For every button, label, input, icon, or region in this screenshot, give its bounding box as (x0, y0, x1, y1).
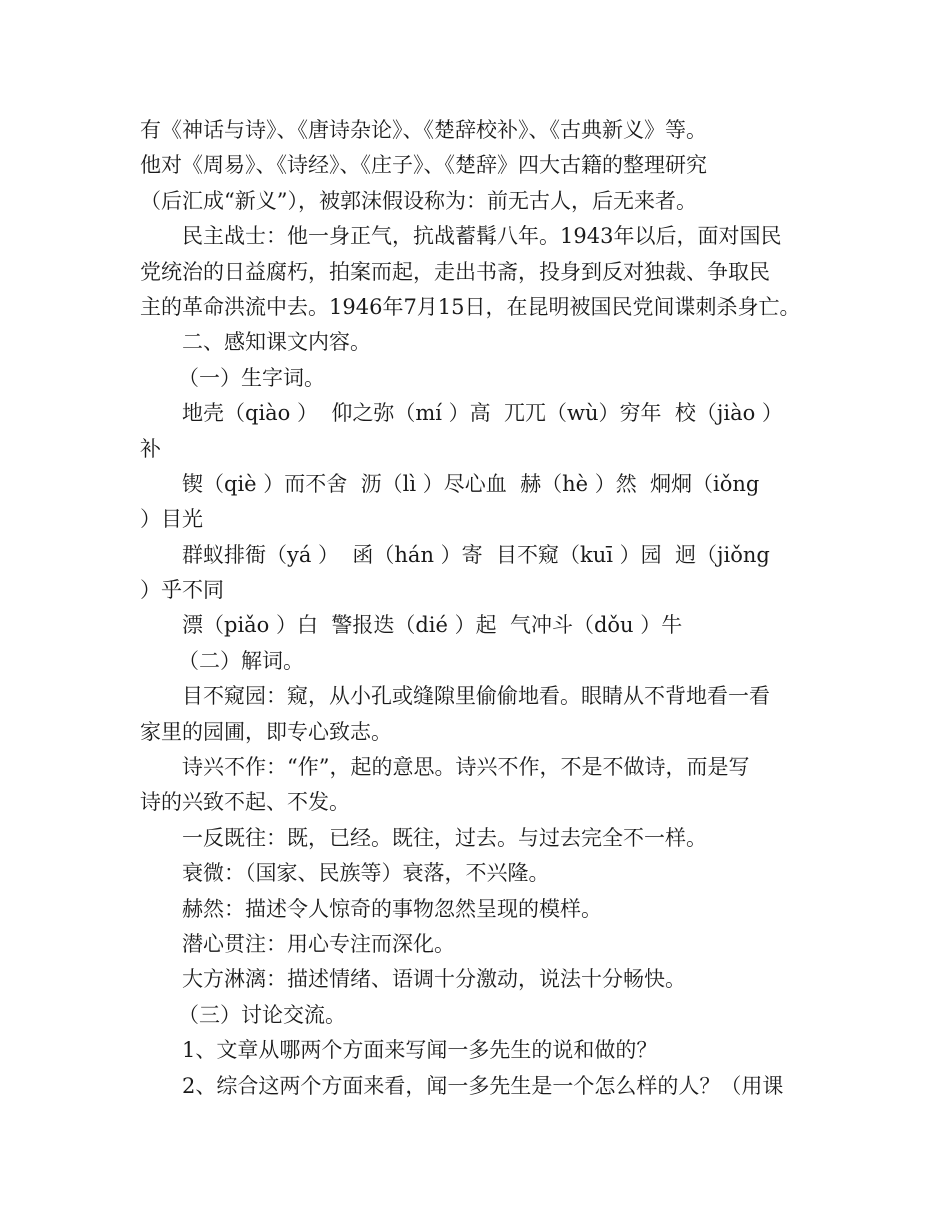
text-line: 目不窥园：窥，从小孔或缝隙里偷偷地看。眼睛从不背地看一看 (182, 684, 770, 709)
text-line: 诗兴不作：“作”，起的意思。诗兴不作，不是不做诗，而是写 (182, 755, 750, 780)
text-line: 漂（piǎo ）白 警报迭（dié ）起 气冲斗（dǒu ）牛 (182, 613, 683, 638)
text-line: 家里的园圃，即专心致志。 (140, 719, 392, 744)
text-line: 有《神话与诗》、《唐诗杂论》、《楚辞校补》、《古典新义》等。 (140, 118, 707, 142)
question-item: 1、文章从哪两个方面来写闻一多先生的说和做的？ (182, 1038, 658, 1063)
question-item: 2、综合这两个方面来看，闻一多先生是一个怎么样的人？（用课 (182, 1073, 784, 1098)
text-line: 他对《周易》、《诗经》、《庄子》、《楚辞》四大古籍的整理研究 (140, 153, 707, 178)
subsection-heading: （三）讨论交流。 (178, 1002, 346, 1027)
text-line: 地壳（qiào ） 仰之弥（mí ）高 兀兀（wù）穷年 校（jiào ） (182, 401, 783, 426)
text-line: ）乎不同 (140, 578, 224, 603)
text-line: 群蚁排衙（yá ） 函（hán ）寄 目不窥（kuī ）园 迥（jiǒng (182, 542, 770, 567)
text-line: 潜心贯注：用心专注而深化。 (182, 931, 455, 956)
text-line: 主的革命洪流中去。1946年7月15日，在昆明被国民党间谍刺杀身亡。 (140, 294, 801, 319)
text-line: ）目光 (140, 507, 203, 532)
subsection-heading: （一）生字词。 (178, 365, 325, 390)
text-line: 锲（qiè ）而不舍 沥（lì ）尽心血 赫（hè ）然 炯炯（iǒng (182, 471, 760, 496)
text-line: 诗的兴致不起、不发。 (140, 790, 350, 815)
text-line: 补 (140, 436, 161, 461)
text-line: 民主战士：他一身正气，抗战蓄髯八年。1943年以后，面对国民 (182, 224, 782, 249)
text-line: 赫然：描述令人惊奇的事物忽然呈现的模样。 (182, 896, 602, 921)
text-line: 一反既往：既，已经。既往，过去。与过去完全不一样。 (182, 825, 707, 850)
document-body (140, 113, 820, 1104)
text-line: 党统治的日益腐朽，拍案而起，走出书斋，投身到反对独裁、争取民 (140, 259, 770, 284)
subsection-heading: （二）解词。 (178, 648, 304, 673)
text-line: （后汇成“新义”），被郭沫假设称为：前无古人，后无来者。 (140, 188, 697, 213)
section-heading: 二、感知课文内容。 (182, 330, 371, 355)
text-line: 衰微：（国家、民族等）衰落，不兴隆。 (182, 861, 550, 886)
text-line: 大方淋漓：描述情绪、语调十分激动，说法十分畅快。 (182, 967, 686, 992)
